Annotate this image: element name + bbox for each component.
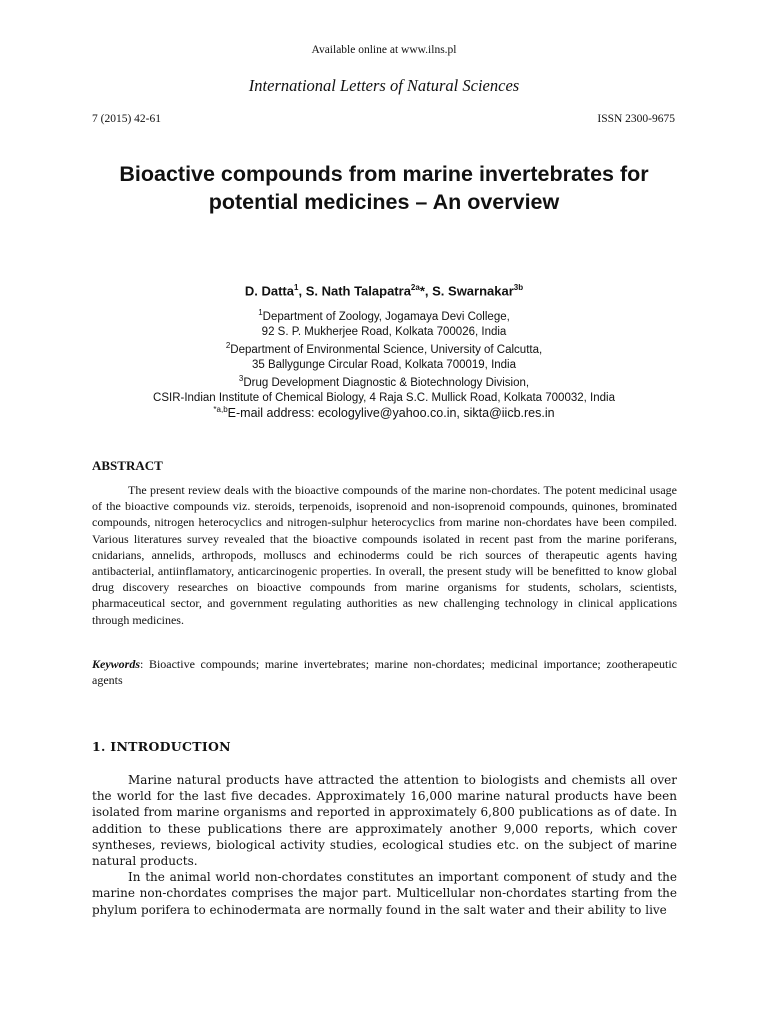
affiliation-line: 92 S. P. Mukherjee Road, Kolkata 700026, India [261,326,507,339]
affiliation-sup: 2 [225,341,231,350]
affiliation-line: Drug Development Diagnostic & Biotechnology Division, [243,376,530,389]
availability-line: Available online at www.ilns.pl [311,44,457,56]
issn-info: ISSN 2300-9675 [597,113,675,125]
paragraph: Marine natural products have attracted the attention to biologists and chemists all over the world for the last five decades. Approximately 16,000 marine natural products have been isolated from marine organisms and reported in approximately 6,800 publications as of date. In addition to these publications there are approximately another 9,000 reports, which cover syntheses, reviews, biological activity studies, ecological studies etc. on the subject of marine natural products. [92,773,677,869]
affiliation-sup: 3 [238,374,244,383]
email-sup: *a,b [213,405,228,414]
affiliation-1 [0,305,768,341]
abstract-body: The present review deals with the bioactive compounds of the marine non-chordates. The potent medicinal usage of the bioactive compounds viz. steroids, terpenoids, isoprenoid and non-isoprenoid compounds, quinones, brominated compounds, nitrogen heterocyclics and nitrogen-sulphur heterocyclics from marine non-chordates have been compiled. Various literatures survey revealed that the bioactive compounds isolated in recent past from the marine poriferans, cnidarians, annelids, arthropods, molluscs and echinoderms could be rich sources of therapeutic agents having antibacterial, antiinflamatory, anticarcinogenic properties. In overall, the present study will be benefitted to know global drug discovery researches on bioactive compounds from marine organisms for students, scholars, scientists, pharmaceutical sector, and government regulating authorities as new challenging technology in clinical applications through medicines. [92,483,677,627]
paragraph: In the animal world non-chordates constitutes an important component of study and the marine non-chordates comprises the major part. Multicellular non-chordates starting from the phylum porifera to echinodermata are normally found in the salt water and their ability to live [92,870,677,917]
volume-info: 7 (2015) 42-61 [92,113,161,125]
keywords-label: Keywords [92,657,140,671]
introduction-body [92,772,677,918]
abstract-heading: ABSTRACT [92,458,163,473]
affiliation-line: CSIR-Indian Institute of Chemical Biology, 4 Raja S.C. Mullick Road, Kolkata 700032, India [153,392,615,405]
journal-name: International Letters of Natural Sciences [248,76,520,95]
author-2-sup: 2a [410,283,420,292]
author-3-sup: 3b [513,283,524,292]
paper-title [60,160,708,216]
corresponding-mark: * [419,283,425,299]
affiliation-sup: 1 [258,308,263,317]
contact-email [0,405,768,420]
keywords [92,656,677,688]
author-list: D. Datta$^1$, S. Nath Talapatra$^{2a}$*, S. Swarnakar$^{3b}$ [244,283,524,299]
title-line-1: Bioactive compounds from marine invertebrates for [119,162,649,186]
email-text[interactable]: E-mail address: ecologylive@yahoo.co.in, sikta@iicb.res.in [227,406,555,421]
title-line-2: potential medicines – An overview [208,190,560,214]
author-3: S. Swarnakar [432,283,514,299]
affiliation-3 [0,371,768,407]
introduction-heading: 1. INTRODUCTION [92,739,231,754]
author-2: S. Nath Talapatra [305,283,411,299]
author-1-sup: 1 [294,283,299,292]
affiliation-line: 35 Ballygunge Circular Road, Kolkata 700019, India [251,359,517,372]
keywords-text: : Bioactive compounds; marine invertebrates; marine non-chordates; medicinal importance; zootherapeutic agents [92,657,677,687]
affiliation-line: Department of Zoology, Jogamaya Devi College, [262,310,510,323]
affiliation-line: Department of Environmental Science, University of Calcutta, [230,343,543,356]
affiliation-2 [0,338,768,374]
author-1: D. Datta [244,283,294,299]
